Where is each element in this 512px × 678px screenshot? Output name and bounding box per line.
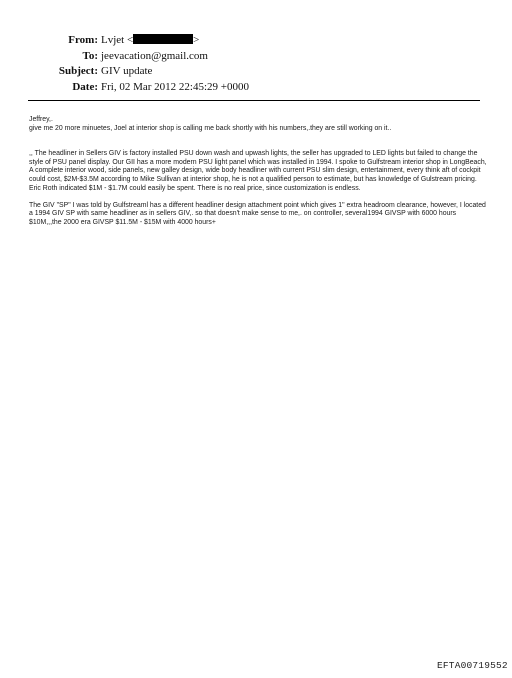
from-value-prefix: Lvjet <: [101, 34, 134, 46]
body-line-1: give me 20 more minuetes, Joel at interior shop is calling me back shortly with his numbers,.they are still working on it..: [29, 124, 392, 132]
redaction-box: [133, 34, 193, 44]
header-divider: [28, 100, 480, 101]
body-paragraph-2: The GIV "SP" I was told by Gulfstreaml has a different headliner design attachment point which gives 1" extra headroom clearance, however, I located a 1994 GIV SP with same headliner as in sellers GIV,. so that doesn't make sense to me,. on controller, several1994 GIVSP with 6000 hours $10M,,,the 2000 era GIVSP $11.5M - $15M with 4000 hours+: [29, 201, 486, 226]
subject-label: Subject:: [58, 65, 98, 77]
spacer: [29, 193, 487, 202]
spacer: [29, 133, 487, 150]
from-value: [101, 33, 199, 49]
to-row: [0, 49, 512, 65]
greeting: Jeffrey,.: [29, 116, 53, 123]
from-row: [0, 33, 512, 49]
from-value-suffix: >: [193, 34, 200, 46]
to-label: To:: [82, 49, 98, 62]
email-header: [0, 33, 512, 95]
subject-row: [0, 64, 512, 80]
email-body: [29, 116, 487, 228]
date-row: [0, 80, 512, 96]
date-label: Date:: [72, 80, 98, 93]
to-value[interactable]: jeevacation@gmail.com: [101, 49, 208, 62]
subject-value: GIV update: [101, 65, 153, 77]
date-value: Fri, 02 Mar 2012 22:45:29 +0000: [101, 80, 249, 93]
from-label: From:: [68, 34, 98, 46]
document-id: EFTA00719552: [437, 660, 508, 671]
body-paragraph-1: ,, The headliner in Sellers GIV is factory installed PSU down wash and upwash lights, the seller has upgraded to LED lights but failed to change the style of PSU panel display. Our GII has a more modern PSU light panel which was installed in 1994. I spoke to Gulfstream interior shop in LongBeach, A complete interior wood, side panels, new galley design, wide body headliner with current PSU slim design, entertainment, every think aft of cockpit could cost, $2M-$3.5M according to Mike Sullivan at interior shop, he is not a qualified person to estimate, but has knowledge of Gulstream pricing. Eric Roth indicated $1M - $1.7M could easily be spent. There is no real price, since customization is endless.: [29, 150, 487, 192]
